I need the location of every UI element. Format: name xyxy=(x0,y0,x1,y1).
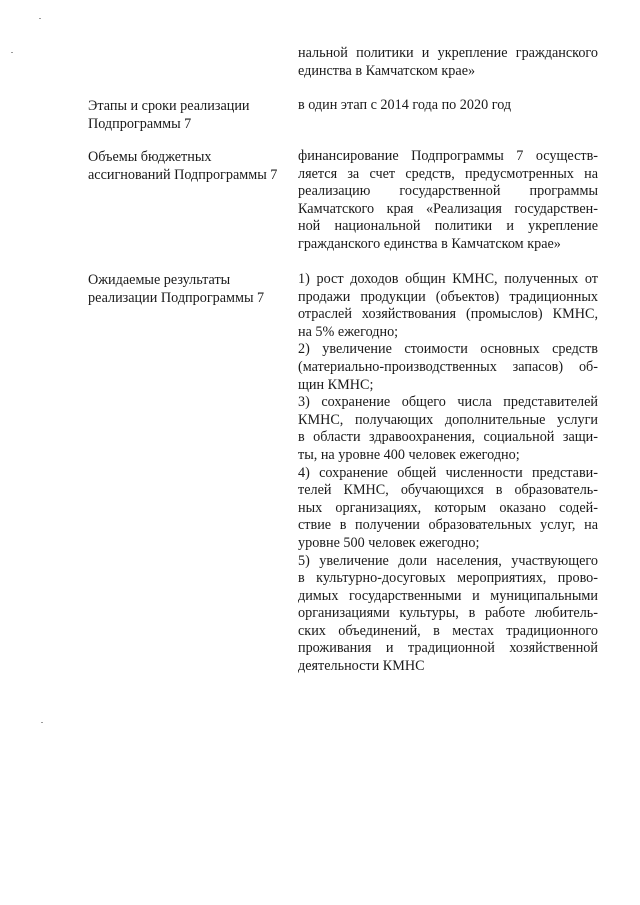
value-line: нальной политики и укрепление гражданского xyxy=(298,45,598,61)
value-line: КМНС, получающих дополнительные услуги xyxy=(298,411,598,428)
value-line: ты, на уровне 400 человек ежегодно; xyxy=(298,446,520,463)
value-line: продажи продукции (объектов) традиционных xyxy=(298,288,598,305)
value-line: уровне 500 человек ежегодно; xyxy=(298,534,480,551)
value-line: 5) увеличение доли населения, участвующего xyxy=(298,552,598,569)
row-label: Объемы бюджетных ассигнований Подпрограммы 7 xyxy=(88,149,278,183)
value-line: финансирование Подпрограммы 7 осуществ- xyxy=(298,148,598,164)
value-line: Камчатского края «Реализация государствен- xyxy=(298,200,598,217)
value-line: телей КМНС, обучающихся в образователь- xyxy=(298,482,598,499)
value-line: единства в Камчатском крае» xyxy=(298,62,476,79)
value-line: 1) рост доходов общин КМНС, полученных от xyxy=(298,271,598,287)
value-line: щин КМНС; xyxy=(298,376,374,393)
row-label: Этапы и сроки реализации Подпрограммы 7 xyxy=(88,98,250,132)
value-line: ных организациях, которым оказано содей- xyxy=(298,499,598,516)
value-line: отраслей хозяйствования (промыслов) КМНС, xyxy=(298,306,598,323)
value-line: ной национальной политики и укрепление xyxy=(298,218,598,235)
value-line: в культурно-досуговых мероприятиях, прово- xyxy=(298,570,598,587)
row-value xyxy=(298,148,598,254)
scan-speck xyxy=(39,18,41,19)
row-value xyxy=(298,45,598,80)
scan-speck xyxy=(11,52,13,53)
value-line: в области здравоохранения, социальной защи- xyxy=(298,429,598,446)
scan-speck xyxy=(41,722,43,723)
value-line: организациями культуры, в работе любитель- xyxy=(298,605,598,622)
value-line: деятельности КМНС xyxy=(298,658,425,675)
value-line: димых государственными и муниципальными xyxy=(298,587,598,604)
row-value xyxy=(298,97,598,115)
value-line: на 5% ежегодно; xyxy=(298,323,399,340)
row-value xyxy=(298,271,598,676)
value-line: ских объединений, в местах традиционного xyxy=(298,622,598,639)
value-line: проживания и традиционной хозяйственной xyxy=(298,640,598,657)
value-line: в один этап с 2014 года по 2020 год xyxy=(298,97,512,113)
value-line: (материально-производственных запасов) об- xyxy=(298,358,598,375)
value-line: 3) сохранение общего числа представителей xyxy=(298,394,598,411)
value-line: ствие в получении образовательных услуг, на xyxy=(298,517,598,534)
value-line: 4) сохранение общей численности представи- xyxy=(298,464,598,481)
value-line: гражданского единства в Камчатском крае» xyxy=(298,235,561,252)
value-line: ляется за счет средств, предусмотренных на xyxy=(298,165,598,182)
value-line: реализацию государственной программы xyxy=(298,183,598,200)
value-line: 2) увеличение стоимости основных средств xyxy=(298,341,598,358)
row-label: Ожидаемые результаты реализации Подпрограммы 7 xyxy=(88,272,265,306)
